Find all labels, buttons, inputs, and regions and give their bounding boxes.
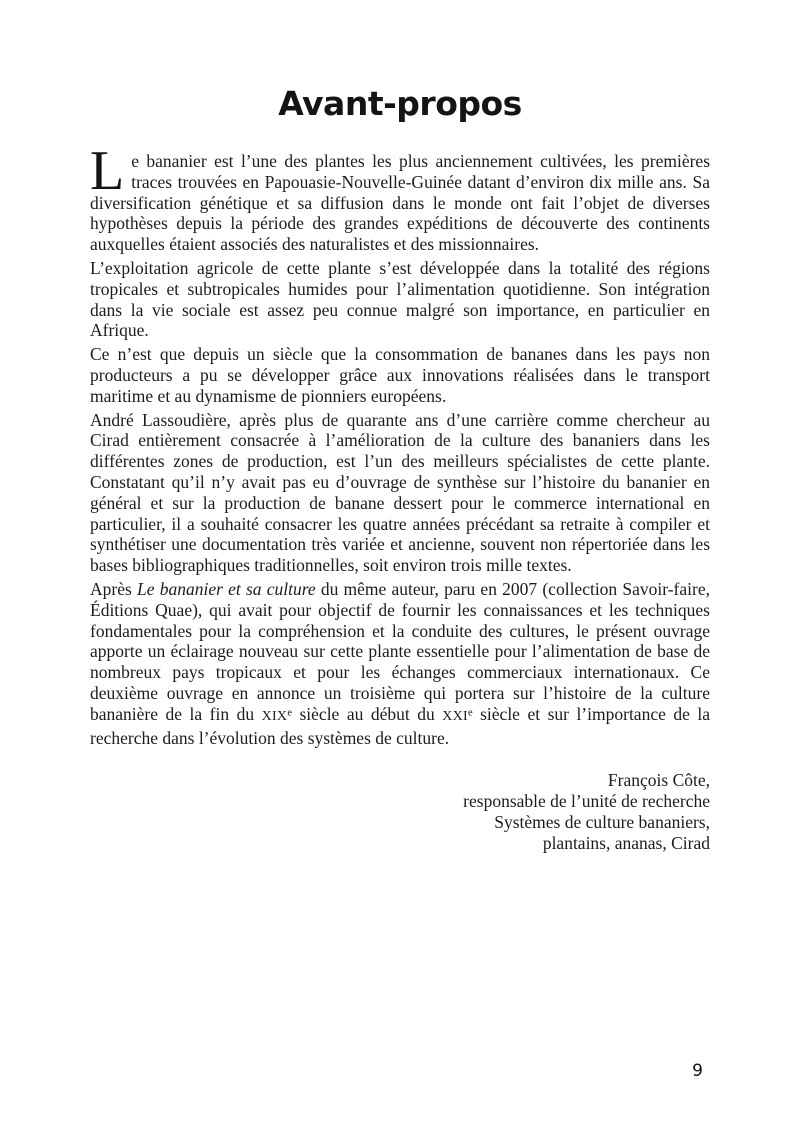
roman-numeral-xix: XIX bbox=[261, 708, 288, 724]
book-title-italic: Le bananier et sa culture bbox=[137, 578, 316, 599]
paragraph-4: André Lassoudière, après plus de quarante ans d’une carrière comme chercheur au Cirad entièrement consacrée à l’amélioration de la culture des bananiers dans les différentes zones de production, est l’un des meilleurs spécialistes de cette plante. Constatant qu’il n’y avait pas eu d’ouvrage de synthèse sur l’histoire du bananier en général et sur la production de banane dessert pour le commerce international en particulier, il a souhaité consacrer les quatre années précédant sa retraite à compiler et synthétiser une documentation très variée et ancienne, souvent non répertoriée dans les bases bibliographiques traditionnelles, soit environ trois mille textes. bbox=[90, 409, 710, 576]
drop-cap: L bbox=[90, 140, 125, 202]
paragraph-5-text-lead: Après bbox=[90, 578, 137, 599]
paragraph-5-text-mid: du même auteur, paru en 2007 (collection Savoir-faire, Éditions Quae), qui avait pour objectif de fournir les connaissances et les techniques fondamentales pour la compréhension et la conduite des cultures, le présent ouvrage apporte un éclairage nouveau sur cette plante essentielle pour l’alimentation de base de nombreux pays tropicaux et pour les échanges commerciaux internationaux. Ce deuxième ouvrage en annonce un troisième qui portera sur l’histoire de la culture bananière de la fin du bbox=[90, 578, 710, 724]
signature-organisation: plantains, ananas, Cirad bbox=[542, 833, 710, 854]
paragraph-5-text-between: siècle au début du bbox=[291, 703, 443, 724]
paragraph-1-text: e bananier est l’une des plantes les plus anciennement cultivées, les premières traces trouvées en Papouasie-Nouvelle-Guinée datant d’environ dix mille ans. Sa diversification génétique et sa diffusion dans le monde ont fait l’objet de diverses hypothèses depuis la période des grandes expéditions de découverte des continents auxquelles étaient associés des naturalistes et des missionnaires. bbox=[90, 151, 710, 255]
signature-block bbox=[90, 770, 710, 854]
paragraph-5 bbox=[90, 579, 710, 748]
signature-unit: Systèmes de culture bananiers, bbox=[494, 812, 710, 833]
roman-numeral-xxi: XXI bbox=[442, 708, 468, 724]
signature-role: responsable de l’unité de recherche bbox=[463, 791, 710, 812]
page-number: 9 bbox=[692, 1061, 703, 1081]
paragraph-3: Ce n’est que depuis un siècle que la consommation de bananes dans les pays non producteurs a pu se développer grâce aux innovations réalisées dans le transport maritime et au dynamisme de pionniers européens. bbox=[90, 344, 710, 406]
foreword-body bbox=[90, 140, 710, 854]
ordinal-superscript-2: e bbox=[467, 707, 473, 718]
paragraph-2: L’exploitation agricole de cette plante s’est développée dans la totalité des régions tropicales et subtropicales humides pour l’alimentation quotidienne. Son intégration dans la vie sociale est assez peu connue malgré son importance, en particulier en Afrique. bbox=[90, 257, 710, 341]
paragraph-5-text-end: siècle et sur l’importance de la recherche dans l’évolution des systèmes de culture. bbox=[90, 703, 710, 748]
signature-name: François Côte, bbox=[607, 770, 710, 791]
paragraph-1 bbox=[90, 140, 710, 255]
ordinal-superscript-1: e bbox=[287, 707, 292, 718]
page-title: Avant-propos bbox=[278, 84, 522, 123]
